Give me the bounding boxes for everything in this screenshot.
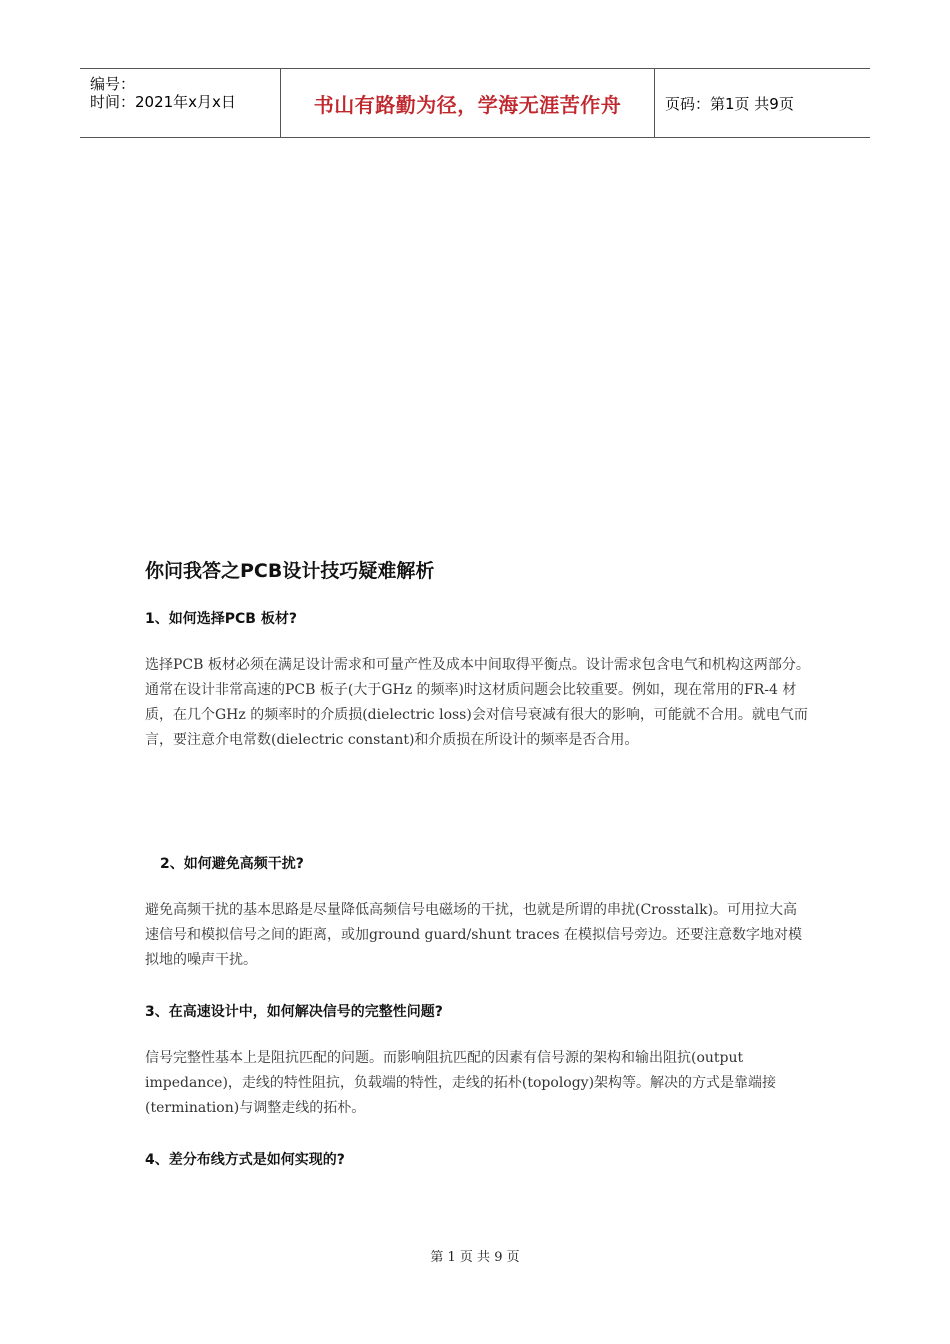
header-table (80, 68, 870, 138)
page-footer: 第 1 页 共 9 页 (430, 1250, 520, 1265)
question-4: 4、差分布线方式是如何实现的? (145, 1152, 345, 1168)
question-3: 3、在高速设计中，如何解决信号的完整性问题? (145, 1004, 443, 1020)
document-time-label: 时间：2021年x月x日 (90, 93, 236, 111)
header-motto-cell (281, 69, 655, 137)
question-1: 1、如何选择PCB 板材? (145, 611, 297, 627)
question-2: 2、如何避免高频干扰? (160, 856, 304, 872)
answer-2: 避免高频干扰的基本思路是尽量降低高频信号电磁场的干扰，也就是所谓的串扰(Crosstalk)。可用拉大高速信号和模拟信号之间的距离，或加ground guard/shunt traces 在模拟信号旁边。还要注意数字地对模拟地的噪声干扰。 (145, 902, 802, 968)
header-meta-cell (80, 69, 281, 137)
document-number-label: 编号： (90, 75, 136, 93)
document-title: 你问我答之PCB设计技巧疑难解析 (145, 560, 435, 582)
header-page-cell (655, 69, 870, 137)
answer-3: 信号完整性基本上是阻抗匹配的问题。而影响阻抗匹配的因素有信号源的架构和输出阻抗(output impedance)，走线的特性阻抗，负载端的特性，走线的拓朴(topology)架构等。解决的方式是靠端接(termination)与调整走线的拓朴。 (145, 1050, 777, 1116)
motto-text: 书山有路勤为径，学海无涯苦作舟 (313, 92, 622, 117)
answer-1: 选择PCB 板材必须在满足设计需求和可量产性及成本中间取得平衡点。设计需求包含电气和机构这两部分。通常在设计非常高速的PCB 板子(大于GHz 的频率)时这材质问题会比较重要。例如，现在常用的FR-4 材质，在几个GHz 的频率时的介质损(dielectric loss)会对信号衰减有很大的影响，可能就不合用。就电气而言，要注意介电常数(dielectric constant)和介质损在所设计的频率是否合用。 (145, 657, 810, 748)
header-page-info: 页码：第1页 共9页 (665, 94, 794, 113)
